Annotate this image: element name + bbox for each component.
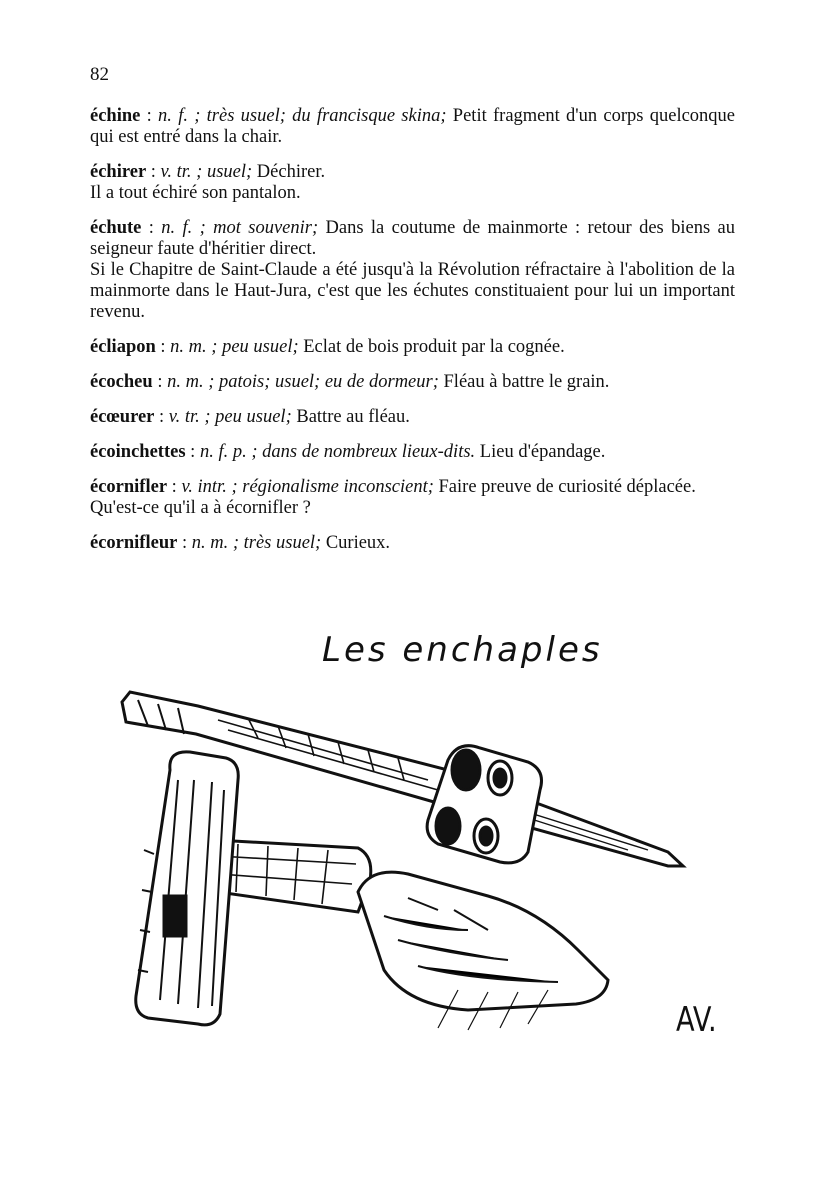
entry-headword: écornifleur (90, 533, 178, 553)
entry-definition: Lieu d'épandage. (475, 442, 606, 462)
entry-grammar: n. m. ; très usuel; (191, 533, 322, 553)
entry-headword: écornifler (90, 477, 168, 497)
entry-echirer (90, 162, 735, 204)
entry-headword: écoinchettes (90, 442, 186, 462)
entry-headword: écliapon (90, 337, 156, 357)
entry-example: Il a tout échiré son pantalon. (90, 183, 301, 203)
entry-grammar: n. f. p. ; dans de nombreux lieux-dits. (199, 442, 476, 462)
entry-separator: : (140, 106, 159, 126)
entry-separator: : (167, 477, 182, 497)
hammer-head (136, 752, 239, 1025)
entry-headword: échine (90, 106, 141, 126)
entry-separator: : (152, 372, 168, 392)
entry-grammar: v. tr. ; usuel; (160, 162, 253, 182)
entry-echute (90, 218, 735, 323)
entry-headword: écœurer (90, 407, 155, 427)
anvil-ring-block (427, 746, 541, 863)
entry-definition: Petit fragment d'un corps quelconque qui est entré dans la chair. (90, 106, 736, 147)
entry-definition: Battre au fléau. (291, 407, 410, 427)
entry-definition: Dans la coutume de mainmorte : retour des biens au seigneur faute d'héritier direct. (90, 218, 735, 259)
entry-grammar: n. m. ; patois; usuel; eu de dormeur; (167, 372, 439, 392)
entry-ecornifler (90, 477, 735, 519)
dictionary-entries (90, 106, 735, 568)
enchaples-illustration (108, 630, 728, 1050)
entry-definition: Eclat de bois produit par la cognée. (298, 337, 565, 357)
entry-headword: échute (90, 218, 142, 238)
entry-example: Si le Chapitre de Saint-Claude a été jusqu'à la Révolution réfractaire à l'abolition de la mainmorte dans le Haut-Jura, c'est que les échutes constituaient pour lui un important revenu. (90, 260, 735, 322)
entry-example: Qu'est-ce qu'il a à écornifler ? (90, 498, 311, 518)
entry-definition: Déchirer. (252, 162, 326, 182)
entry-ecoeurer (90, 407, 735, 428)
entry-definition: Faire preuve de curiosité déplacée. (433, 477, 696, 497)
entry-separator: : (177, 533, 192, 553)
entry-grammar: v. tr. ; peu usuel; (168, 407, 292, 427)
entry-grammar: n. f. ; mot souvenir; (161, 218, 319, 238)
entry-headword: écocheu (90, 372, 153, 392)
illustration-caption: Les enchaples (322, 630, 603, 670)
entry-separator: : (155, 337, 171, 357)
entry-ecocheu (90, 372, 735, 393)
entry-separator: : (154, 407, 169, 427)
entry-grammar: n. f. ; très usuel; du francisque skina; (158, 106, 447, 126)
entry-grammar: n. m. ; peu usuel; (170, 337, 299, 357)
entry-ecornifleur (90, 533, 735, 554)
whetstone (358, 872, 608, 1030)
tools-drawing (108, 630, 728, 1050)
entry-definition: Curieux. (321, 533, 391, 553)
entry-separator: : (146, 162, 161, 182)
entry-ecoinchettes (90, 442, 735, 463)
artist-signature: AV. (676, 1000, 717, 1040)
entry-separator: : (141, 218, 162, 238)
entry-grammar: v. intr. ; régionalisme inconscient; (181, 477, 434, 497)
entry-echine (90, 106, 735, 148)
entry-separator: : (185, 442, 200, 462)
entry-headword: échirer (90, 162, 147, 182)
entry-ecliapon (90, 337, 735, 358)
hammer-handle (216, 840, 371, 912)
entry-definition: Fléau à battre le grain. (438, 372, 610, 392)
page-number: 82 (90, 64, 109, 85)
